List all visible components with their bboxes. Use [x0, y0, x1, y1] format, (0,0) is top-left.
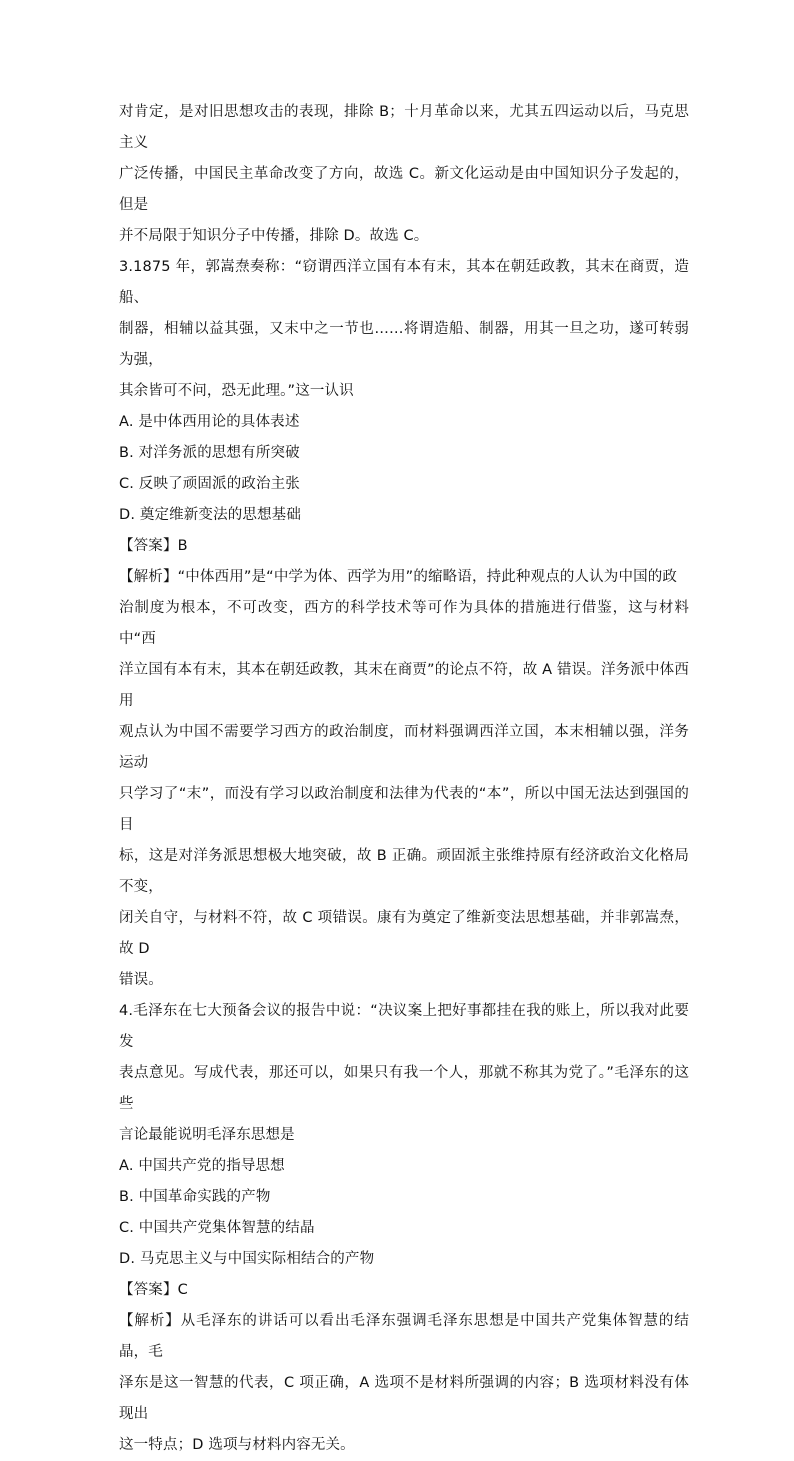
- analysis-line: 观点认为中国不需要学习西方的政治制度，而材料强调西洋立国，本末相辅以强，洋务运动: [119, 724, 689, 771]
- analysis-line: 标，这是对洋务派思想极大地突破，故 B 正确。顽固派主张维持原有经济政治文化格局不变，: [119, 848, 689, 895]
- answer-label: 【答案】B: [119, 538, 188, 554]
- text-line: 对肯定，是对旧思想攻击的表现，排除 B；十月革命以来，尤其五四运动以后，马克思主义: [119, 104, 689, 151]
- option-b: B. 对洋务派的思想有所突破: [119, 445, 300, 461]
- text-line: 广泛传播，中国民主革命改变了方向，故选 C。新文化运动是由中国知识分子发起的，但是: [119, 166, 689, 213]
- question-stem-line: 表点意见。写成代表，那还可以，如果只有我一个人，那就不称其为党了。”毛泽东的这些: [119, 1065, 689, 1112]
- option-d: D. 奠定维新变法的思想基础: [119, 507, 301, 523]
- question-stem-line: 言论最能说明毛泽东思想是: [119, 1127, 295, 1143]
- analysis-line: 闭关自守，与材料不符，故 C 项错误。康有为奠定了维新变法思想基础，并非郭嵩焘，故 D: [119, 910, 689, 957]
- analysis-line: 这一特点；D 选项与材料内容无关。: [119, 1437, 355, 1453]
- question-4: [119, 996, 689, 1461]
- analysis-line: 治制度为根本，不可改变，西方的科学技术等可作为具体的措施进行借鉴，这与材料中“西: [119, 600, 689, 647]
- analysis-line: 洋立国有本有末，其本在朝廷政教，其末在商贾”的论点不符，故 A 错误。洋务派中体西用: [119, 662, 689, 709]
- option-c: C. 中国共产党集体智慧的结晶: [119, 1220, 315, 1236]
- analysis-line: 【解析】从毛泽东的讲话可以看出毛泽东强调毛泽东思想是中国共产党集体智慧的结晶，毛: [119, 1313, 689, 1360]
- question-stem-line: 其余皆可不问，恐无此理。”这一认识: [119, 383, 354, 399]
- question-3: [119, 252, 689, 996]
- document-page: [119, 97, 689, 1461]
- analysis-line: 【解析】“中体西用”是“中学为体、西学为用”的缩略语，持此种观点的人认为中国的政: [119, 569, 678, 585]
- answer-label: 【答案】C: [119, 1282, 188, 1298]
- option-b: B. 中国革命实践的产物: [119, 1189, 271, 1205]
- analysis-line: 错误。: [119, 972, 163, 988]
- question-stem-line: 4.毛泽东在七大预备会议的报告中说：“决议案上把好事都挂在我的账上，所以我对此要发: [119, 1003, 689, 1050]
- analysis-line: 只学习了“末”，而没有学习以政治制度和法律为代表的“本”，所以中国无法达到强国的目: [119, 786, 689, 833]
- option-c: C. 反映了顽固派的政治主张: [119, 476, 300, 492]
- question-stem-line: 制器，相辅以益其强，又末中之一节也……将谓造船、制器，用其一旦之功，遂可转弱为强，: [119, 321, 689, 368]
- previous-explanation: [119, 97, 689, 252]
- option-a: A. 是中体西用论的具体表述: [119, 414, 300, 430]
- analysis-line: 泽东是这一智慧的代表，C 项正确，A 选项不是材料所强调的内容；B 选项材料没有体现出: [119, 1375, 689, 1422]
- text-line: 并不局限于知识分子中传播，排除 D。故选 C。: [119, 228, 429, 244]
- option-d: D. 马克思主义与中国实际相结合的产物: [119, 1251, 375, 1267]
- option-a: A. 中国共产党的指导思想: [119, 1158, 285, 1174]
- question-stem-line: 3.1875 年，郭嵩焘奏称：“窃谓西洋立国有本有末，其本在朝廷政教，其末在商贾，造船、: [119, 259, 689, 306]
